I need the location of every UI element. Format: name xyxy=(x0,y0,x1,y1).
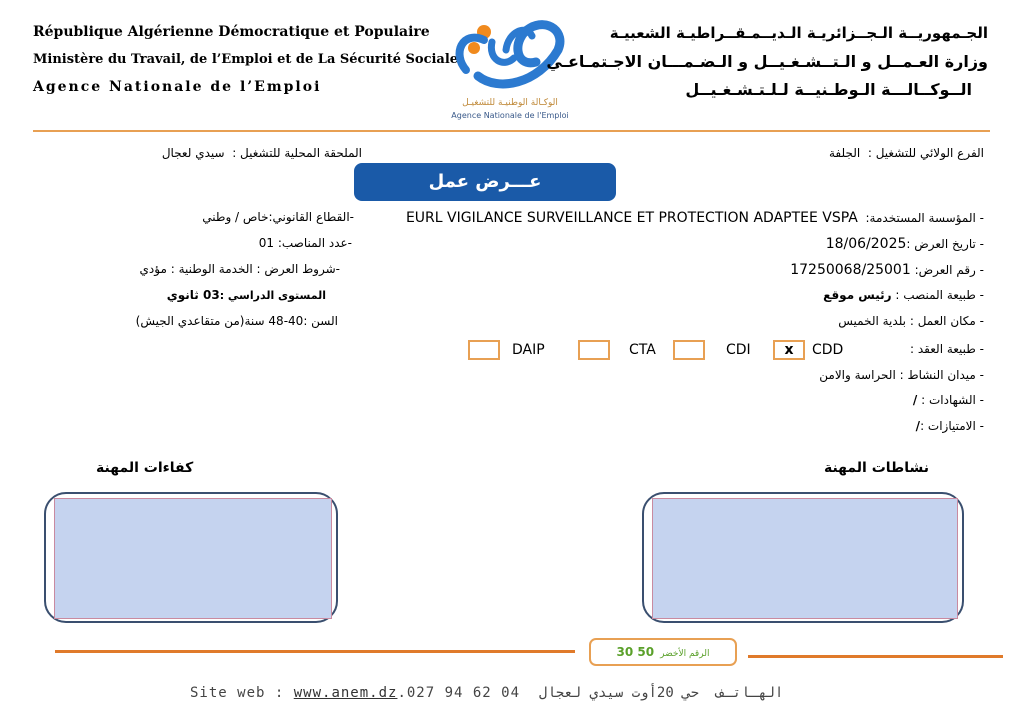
age-condition: السن :40-48 سنة(من متقاعدي الجيش) xyxy=(135,314,338,328)
employer-row: - المؤسسة المستخدمة: EURL VIGILANCE SURVEILLANCE ET PROTECTION ADAPTEE VSPA xyxy=(405,210,984,226)
activity-domain-row: - ميدان النشاط : الحراسة والامن xyxy=(819,368,984,382)
green-number-label: الرقم الأخضر xyxy=(660,649,710,659)
contract-daip-label: DAIP xyxy=(512,342,545,358)
contract-cta-label: CTA xyxy=(629,342,656,358)
header-ar-republic: الجـمهوريــة الـجــزائريـة الـديــمـقــراطيـة الشعبيـة xyxy=(609,24,988,42)
wilaya-branch: الفرع الولائي للتشغيل : الجلفة xyxy=(828,146,984,160)
header-divider xyxy=(33,130,990,132)
contract-cdd-checkbox[interactable]: x xyxy=(773,340,805,360)
logo-arabic-text: الوكـالة الوطنيـة للتشغيـل xyxy=(462,98,558,108)
contract-daip-checkbox[interactable] xyxy=(468,340,500,360)
activities-content xyxy=(652,498,958,619)
green-number-value: 30 50 xyxy=(616,645,655,659)
local-branch: الملحقة المحلية للتشغيل : سيدي لعجال xyxy=(161,146,362,160)
green-number-box xyxy=(589,638,737,666)
website-link[interactable]: www.anem.dz xyxy=(293,685,398,701)
footer-line-left xyxy=(55,650,575,653)
activities-heading: نشاطات المهنة xyxy=(823,460,929,476)
header-fr-republic: République Algérienne Démocratique et Populaire xyxy=(33,24,430,40)
activities-panel xyxy=(642,492,964,623)
job-offer-title: عـــرض عمل xyxy=(354,163,616,201)
address: حي 20أوت سيدي لعجال xyxy=(538,685,700,701)
competencies-content xyxy=(54,498,332,619)
contract-cta-checkbox[interactable] xyxy=(578,340,610,360)
contract-type-row: - طبيعة العقد : xyxy=(910,342,984,356)
privileges-row: - الامتيازات :/ xyxy=(915,419,984,433)
education-level: المستوى الدراسي :03 ثانوي xyxy=(166,288,326,302)
contract-cdi-label: CDI xyxy=(726,342,751,358)
offer-terms: -شروط العرض : الخدمة الوطنية : مؤدي xyxy=(139,262,340,276)
footer-contact: Site web : www.anem.dz.027 94 62 04 الهـاتـف حي 20أوت سيدي لعجال xyxy=(190,685,784,701)
position-row: - طبيعة المنصب : رئيس موقع xyxy=(823,288,984,302)
header-ar-ministry: وزارة العـمــل و الـتــشـغـيــل و الـضـمـــان الاجـتمـاعـي xyxy=(546,52,988,71)
work-place-row: - مكان العمل : بلدية الخميس xyxy=(838,314,984,328)
header-fr-agency: Agence Nationale de l’Emploi xyxy=(33,79,322,95)
certificates-row: - الشهادات : / xyxy=(912,393,984,407)
positions-count: -عدد المناصب: 01 xyxy=(258,236,352,250)
offer-number-row: - رقم العرض: 17250068/25001 xyxy=(790,262,984,278)
logo-french-text: Agence Nationale de l'Emploi xyxy=(451,111,569,120)
contract-cdd-label: CDD xyxy=(812,342,844,358)
header-fr-ministry: Ministère du Travail, de l’Emploi et de La Sécurité Sociale xyxy=(33,52,459,67)
competencies-heading: كفاءات المهنة xyxy=(96,460,194,476)
competencies-panel xyxy=(44,492,338,623)
phone-label: الهـاتـف xyxy=(715,685,784,701)
phone-number: .027 94 62 04 xyxy=(397,685,521,701)
contract-cdi-checkbox[interactable] xyxy=(673,340,705,360)
offer-date-row: - تاريخ العرض :18/06/2025 xyxy=(825,236,984,252)
header-ar-agency: الــوكــالـــة الـوطـنيــة لـلـتـشـغـيــل xyxy=(685,80,972,99)
legal-sector: -القطاع القانوني:خاص / وطني xyxy=(202,210,354,224)
footer-line-right xyxy=(748,655,1003,658)
